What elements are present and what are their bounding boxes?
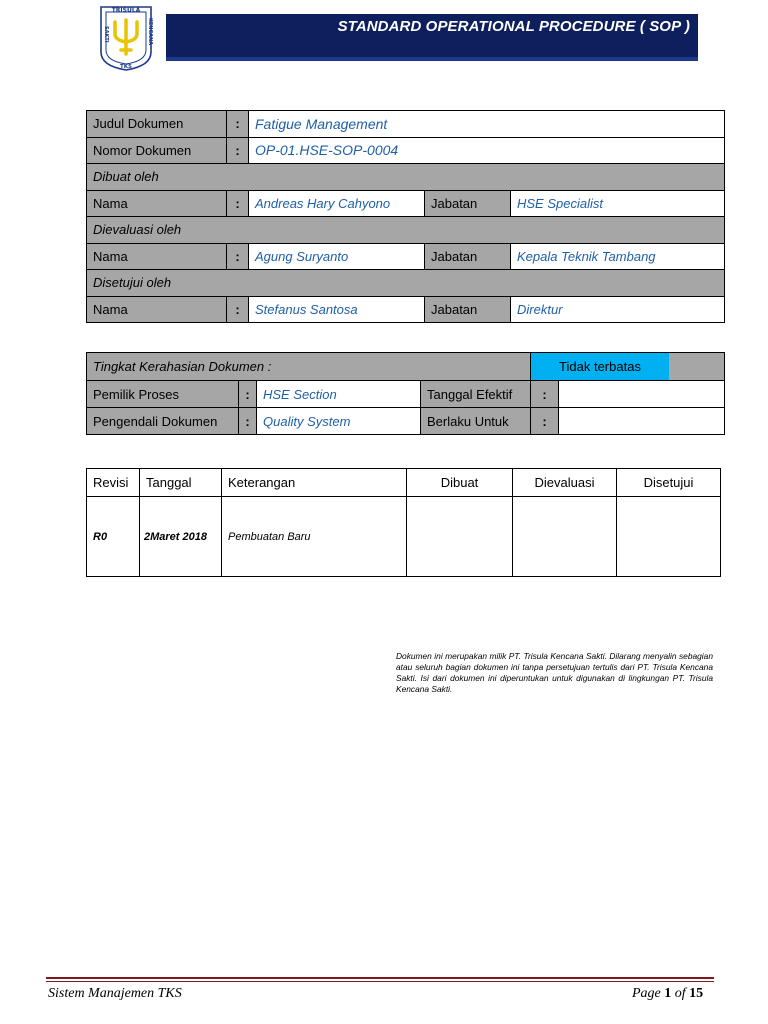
kerahasiaan-value: Tidak terbatas xyxy=(531,353,669,380)
footer-left-text: Sistem Manajemen TKS xyxy=(48,986,182,1001)
page-total: 15 xyxy=(689,986,704,1001)
page-word: Page xyxy=(632,986,661,1001)
disetujui-row xyxy=(87,296,725,323)
footer-divider xyxy=(46,981,714,982)
pengendali-row xyxy=(87,408,725,435)
nomor-value: OP-01.HSE-SOP-0004 xyxy=(249,137,725,164)
dibuat-jabatan: HSE Specialist xyxy=(511,190,725,217)
pengendali-label: Pengendali Dokumen xyxy=(87,408,239,435)
jabatan-label: Jabatan xyxy=(425,190,511,217)
colon: : xyxy=(239,408,257,435)
logo-top-text: TRISULA xyxy=(111,7,141,14)
header-dievaluasi: Dievaluasi xyxy=(513,469,617,497)
header-bar xyxy=(166,14,698,61)
dievaluasi-signature-cell xyxy=(513,497,617,577)
tanggal-value: 2Maret 2018 xyxy=(140,497,222,577)
pemilik-label: Pemilik Proses xyxy=(87,381,239,408)
document-status-table xyxy=(86,352,725,435)
dievaluasi-heading-row xyxy=(87,217,725,244)
colon: : xyxy=(227,243,249,270)
colon: : xyxy=(531,381,559,408)
nomor-label: Nomor Dokumen xyxy=(87,137,227,164)
kerahasiaan-cell xyxy=(531,353,725,381)
dibuat-row xyxy=(87,190,725,217)
disetujui-signature-cell xyxy=(617,497,721,577)
pemilik-value: HSE Section xyxy=(257,381,421,408)
nama-label: Nama xyxy=(87,296,227,323)
dibuat-signature-cell xyxy=(407,497,513,577)
revision-table xyxy=(86,468,721,577)
logo-right-text: KENCANA xyxy=(147,18,153,46)
dievaluasi-row xyxy=(87,243,725,270)
header-disetujui: Disetujui xyxy=(617,469,721,497)
disclaimer-text: Dokumen ini merupakan milik PT. Trisula Kencana Sakti. Dilarang menyalin sebagian atau seluruh bagian dokumen ini tanpa persetujuan tertulis dari PT. Trisula Kencana Sakti. Isi dari dokumen ini diperuntukan untuk digunakan di lingkungan PT. Trisula Kencana Sakti. xyxy=(396,651,713,694)
judul-label: Judul Dokumen xyxy=(87,111,227,138)
dibuat-heading-row xyxy=(87,164,725,191)
table-row xyxy=(87,497,721,577)
colon: : xyxy=(227,137,249,164)
disetujui-nama: Stefanus Santosa xyxy=(249,296,425,323)
jabatan-label: Jabatan xyxy=(425,296,511,323)
colon: : xyxy=(531,408,559,435)
nomor-row xyxy=(87,137,725,164)
disetujui-jabatan: Direktur xyxy=(511,296,725,323)
revisi-value: R0 xyxy=(87,497,140,577)
header-keterangan: Keterangan xyxy=(222,469,407,497)
berlaku-value xyxy=(559,408,725,435)
dievaluasi-nama: Agung Suryanto xyxy=(249,243,425,270)
pemilik-row xyxy=(87,381,725,408)
header-dibuat: Dibuat xyxy=(407,469,513,497)
footer-divider xyxy=(46,977,714,979)
colon: : xyxy=(227,296,249,323)
disetujui-heading: Disetujui oleh xyxy=(87,270,725,297)
tanggal-efektif-value xyxy=(559,381,725,408)
dievaluasi-jabatan: Kepala Teknik Tambang xyxy=(511,243,725,270)
jabatan-label: Jabatan xyxy=(425,243,511,270)
tanggal-efektif-label: Tanggal Efektif xyxy=(421,381,531,408)
logo-bottom-text: TKS xyxy=(120,64,132,70)
revision-header-row xyxy=(87,469,721,497)
colon: : xyxy=(227,111,249,138)
logo-left-text: SAKTI xyxy=(103,26,109,43)
colon: : xyxy=(227,190,249,217)
dibuat-nama: Andreas Hary Cahyono xyxy=(249,190,425,217)
document-info-table xyxy=(86,110,725,323)
kerahasiaan-label: Tingkat Kerahasian Dokumen : xyxy=(87,353,531,381)
berlaku-label: Berlaku Untuk xyxy=(421,408,531,435)
page-number xyxy=(632,986,703,1002)
company-logo-icon xyxy=(97,4,155,72)
kerahasiaan-row xyxy=(87,353,725,381)
dievaluasi-heading: Dievaluasi oleh xyxy=(87,217,725,244)
disetujui-heading-row xyxy=(87,270,725,297)
nama-label: Nama xyxy=(87,243,227,270)
pengendali-value: Quality System xyxy=(257,408,421,435)
dibuat-heading: Dibuat oleh xyxy=(87,164,725,191)
colon: : xyxy=(239,381,257,408)
of-word: of xyxy=(674,986,686,1001)
judul-value: Fatigue Management xyxy=(249,111,725,138)
header-tanggal: Tanggal xyxy=(140,469,222,497)
keterangan-value: Pembuatan Baru xyxy=(222,497,407,577)
header-title: STANDARD OPERATIONAL PROCEDURE ( SOP ) xyxy=(337,18,690,35)
header-revisi: Revisi xyxy=(87,469,140,497)
nama-label: Nama xyxy=(87,190,227,217)
judul-row xyxy=(87,111,725,138)
page-current: 1 xyxy=(664,986,672,1001)
